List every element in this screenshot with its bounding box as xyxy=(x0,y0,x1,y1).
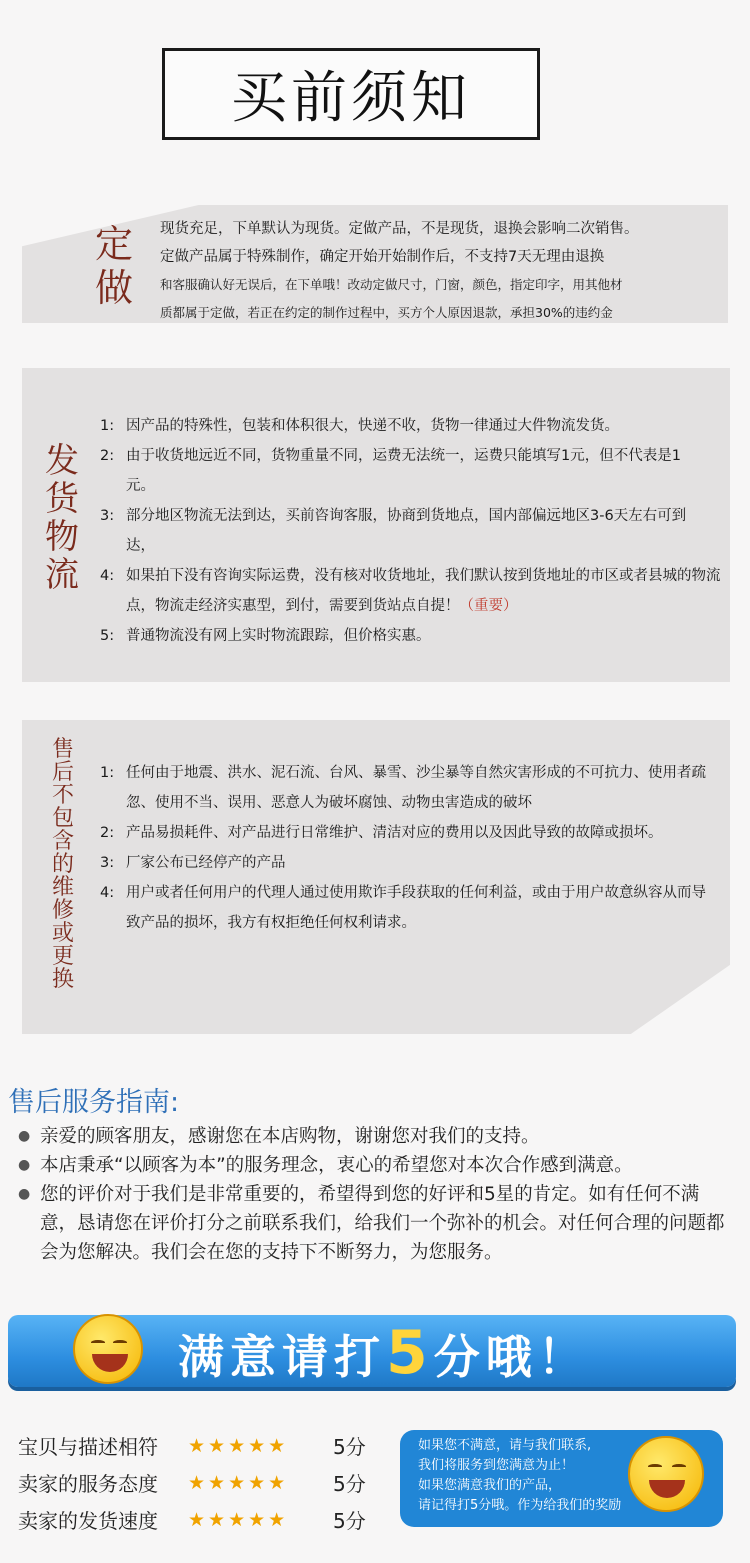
list-item: 4: 如果拍下没有咨询实际运费，没有核对收货地址，我们默认按到货地址的市区或者县城的物流点，物流走经济实惠型，到付，需要到货站点自提！（重要） xyxy=(100,568,721,614)
custom-line: 定做产品属于特殊制作，确定开始开始制作后，不支持7天无理由退换 xyxy=(160,249,605,265)
list-item: 5: 普通物流没有网上实时物流跟踪，但价格实惠。 xyxy=(100,628,431,644)
rating-list xyxy=(18,1427,373,1538)
rating-row: 宝贝与描述相符 ★★★★★ 5分 xyxy=(18,1434,366,1459)
stars-icon: ★★★★★ xyxy=(188,1508,289,1531)
custom-line: 现货充足，下单默认为现货。定做产品，不是现货，退换会影响二次销售。 xyxy=(160,221,639,237)
smiley-icon xyxy=(628,1436,704,1512)
list-item: 1: 因产品的特殊性，包装和体积很大，快递不收，货物一律通过大件物流发货。 xyxy=(100,418,619,434)
rating-row: 卖家的发货速度 ★★★★★ 5分 xyxy=(18,1508,366,1533)
list-item: 2: 产品易损耗件、对产品进行日常维护、清洁对应的费用以及因此导致的故障或损坏。 xyxy=(100,825,663,841)
stars-icon: ★★★★★ xyxy=(188,1471,289,1494)
smiley-icon xyxy=(73,1314,143,1384)
stars-icon: ★★★★★ xyxy=(188,1434,289,1457)
bullet-icon: ● xyxy=(18,1157,31,1173)
list-item: 4: 用户或者任何用户的代理人通过使用欺诈手段获取的任何利益，或由于用户故意纵容从而导致产品的损坏，我方有权拒绝任何权利请求。 xyxy=(100,885,706,931)
bullet-icon: ● xyxy=(18,1128,31,1144)
list-item: 3: 部分地区物流无法到达，买前咨询客服，协商到货地点，国内部偏远地区3-6天左右可到达， xyxy=(100,508,687,554)
bubble-text: 如果您不满意，请与我们联系, 我们将服务到您满意为止！ 如果您满意我们的产品， 请记得打5分哦。作为给我们的奖励 xyxy=(418,1438,622,1513)
shipping-list xyxy=(100,411,726,651)
guide-item: ● 亲爱的顾客朋友，感谢您在本店购物，谢谢您对我们的支持。 xyxy=(18,1122,748,1151)
custom-line: 质都属于定做，若正在约定的制作过程中，买方个人原因退款，承担30%的违约金 xyxy=(160,305,613,320)
guide-item: ● 您的评价对于我们是非常重要的，希望得到您的好评和5星的肯定。如有任何不满意，恳请您在评价打分之前联系我们，给我们一个弥补的机会。对任何合理的问题都会为您解决。我们会在您的支持下不断努力，为您服务。 xyxy=(18,1180,748,1267)
aftersale-side-title: 售后不包含的维修或更换 xyxy=(51,737,74,992)
bullet-icon: ● xyxy=(18,1186,31,1202)
custom-side-title: 定做 xyxy=(94,222,133,310)
page-title: 买前须知 xyxy=(231,66,471,131)
aftersale-list xyxy=(100,758,726,938)
rating-row: 卖家的服务态度 ★★★★★ 5分 xyxy=(18,1471,366,1496)
custom-text xyxy=(160,215,730,327)
shipping-side-title: 发货物流 xyxy=(45,441,79,595)
list-item: 2: 由于收货地远近不同，货物重量不同，运费无法统一，运费只能填写1元，但不代表是1元。 xyxy=(100,448,681,494)
list-item: 3: 厂家公布已经停产的产品 xyxy=(100,855,286,871)
banner-five: 5 xyxy=(386,1318,434,1388)
guide-list xyxy=(18,1122,748,1267)
important-tag: （重要） xyxy=(459,598,518,614)
banner-text: 满意请打5分哦！ xyxy=(178,1318,590,1388)
list-item: 1: 任何由于地震、洪水、泥石流、台风、暴雪、沙尘暴等自然灾害形成的不可抗力、使用者疏忽、使用不当、误用、恶意人为破坏腐蚀、动物虫害造成的破坏 xyxy=(100,765,706,811)
custom-line: 和客服确认好无误后，在下单哦！改动定做尺寸，门窗，颜色，指定印字，用其他材 xyxy=(160,277,623,292)
page-title-box xyxy=(162,48,540,140)
guide-item: ● 本店秉承“以顾客为本”的服务理念，衷心的希望您对本次合作感到满意。 xyxy=(18,1151,748,1180)
guide-title: 售后服务指南: xyxy=(8,1087,180,1118)
